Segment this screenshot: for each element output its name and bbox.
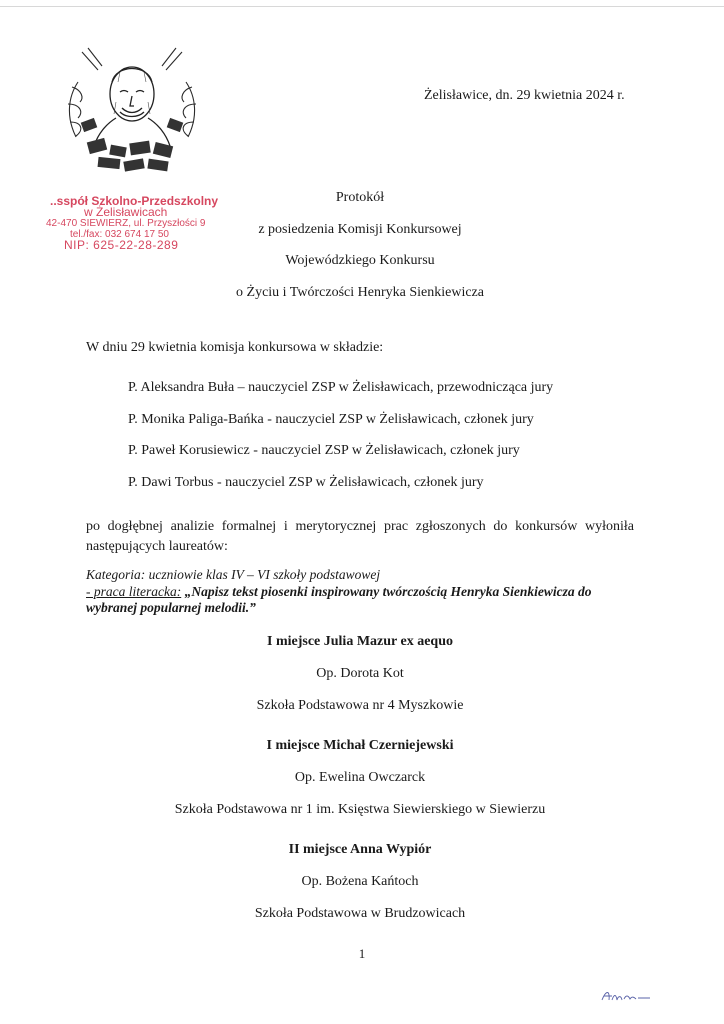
category-line: Kategoria: uczniowie klas IV – VI szkoły podstawowej bbox=[86, 567, 381, 582]
result-entry bbox=[80, 632, 640, 728]
result-place-title: I miejsce Julia Mazur ex aequo bbox=[267, 634, 453, 649]
jury-members-list bbox=[128, 372, 553, 498]
results-list bbox=[80, 632, 640, 944]
title-line-3: Wojewódzkiego Konkursu bbox=[285, 253, 435, 268]
stamp-line-3: 42-470 SIEWIERZ, ul. Przyszłości 9 bbox=[46, 218, 206, 229]
stamp-line-5: NIP: 625-22-28-289 bbox=[64, 238, 179, 252]
place-and-date: Żelisławice, dn. 29 kwietnia 2024 r. bbox=[424, 88, 625, 103]
jury-member: P. Monika Paliga-Bańka - nauczyciel ZSP w Żelisławicach, członek jury bbox=[128, 411, 534, 427]
task-title: „Napisz tekst piosenki inspirowany twórczością Henryka Sienkiewicza do wybranej popularnej melodii.” bbox=[86, 583, 592, 615]
result-teacher: Op. Dorota Kot bbox=[316, 666, 404, 681]
category-section bbox=[86, 567, 634, 617]
stamp-line-1: ..sspół Szkolno-Przedszkolny bbox=[50, 194, 219, 208]
result-teacher: Op. Ewelina Owczarck bbox=[294, 770, 426, 785]
school-emblem-logo bbox=[58, 42, 206, 182]
page-number: 1 bbox=[358, 946, 366, 961]
stamp-line-2: w Żelisławicach bbox=[84, 205, 168, 219]
title-line-2: z posiedzenia Komisji Konkursowej bbox=[258, 221, 462, 237]
handwritten-signature bbox=[600, 986, 660, 1006]
result-place-title: II miejsce Anna Wypiór bbox=[288, 842, 432, 857]
result-teacher: Op. Bożena Kańtoch bbox=[301, 874, 419, 889]
jury-member: P. Dawi Torbus - nauczyciel ZSP w Żelisławicach, członek jury bbox=[128, 474, 484, 490]
result-school: Szkoła Podstawowa w Brudzowicach bbox=[254, 906, 466, 921]
document-title bbox=[150, 182, 570, 308]
task-label: - praca literacka: bbox=[86, 583, 182, 599]
result-place-title: I miejsce Michał Czerniejewski bbox=[266, 738, 454, 753]
stamp-line-4: tel./fax: 032 674 17 50 bbox=[70, 229, 169, 240]
jury-member: P. Aleksandra Buła – nauczyciel ZSP w Żelisławicach, przewodnicząca jury bbox=[128, 380, 554, 395]
analysis-paragraph: po dogłębnej analizie formalnej i merytorycznej prac zgłoszonych do konkursów wyłoniła następujących laureatów: bbox=[86, 519, 634, 554]
result-entry bbox=[80, 840, 640, 936]
intro-paragraph: W dniu 29 kwietnia komisja konkursowa w składzie: bbox=[86, 340, 384, 355]
title-line-4: o Życiu i Twórczości Henryka Sienkiewicza bbox=[236, 284, 484, 300]
result-entry bbox=[80, 736, 640, 832]
result-school: Szkoła Podstawowa nr 4 Myszkowie bbox=[256, 698, 464, 713]
result-school: Szkoła Podstawowa nr 1 im. Księstwa Siewierskiego w Siewierzu bbox=[174, 802, 546, 817]
jury-member: P. Paweł Korusiewicz - nauczyciel ZSP w Żelisławicach, członek jury bbox=[128, 443, 520, 458]
task-description bbox=[86, 584, 634, 617]
page-edge bbox=[0, 6, 724, 7]
title-line-1: Protokół bbox=[335, 190, 385, 205]
